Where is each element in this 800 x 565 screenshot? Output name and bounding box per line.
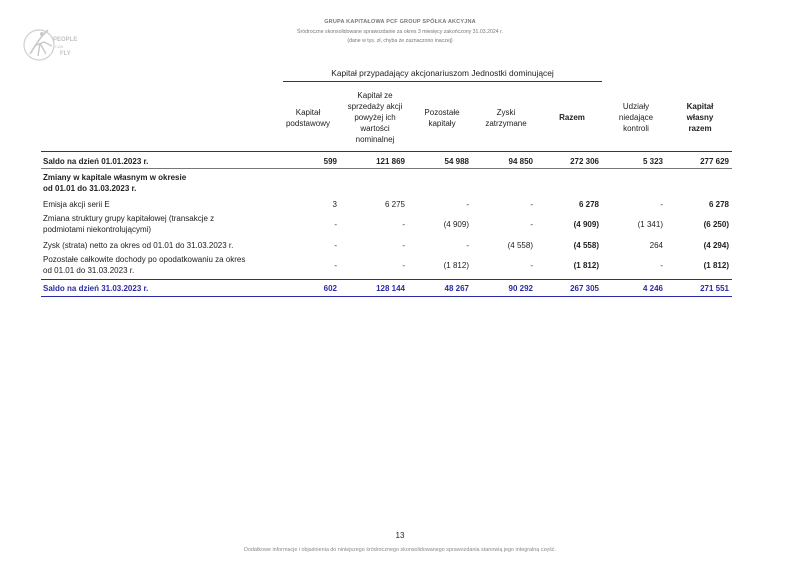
column-header-equity-total: Kapitał własny razem [686, 102, 714, 133]
people-can-fly-logo-icon [22, 24, 78, 68]
report-title: Śródroczne skonsolidowane sprawozdanie za okres 3 miesięcy zakończony 31.03.2024 r. [297, 29, 503, 35]
column-header-retained-earnings: Zyski zatrzymane [485, 108, 527, 128]
column-header-share-premium: Kapitał ze sprzedaży akcji powyżej ich wartości nominalnej [347, 91, 403, 144]
column-group-title: Kapitał przypadający akcjonariuszom Jednostki dominującej [283, 68, 602, 82]
closing-rule-top [41, 279, 732, 280]
footer-note: Dodatkowe informacje i objaśnienia do niniejszego śródrocznego skonsolidowanego sprawozdania stanowią jego integralną część. [244, 547, 556, 553]
company-name: GRUPA KAPITAŁOWA PCF GROUP SPÓŁKA AKCYJNA [324, 19, 476, 25]
svg-text:PEOPLE: PEOPLE [53, 37, 78, 43]
svg-text:CAN: CAN [55, 44, 64, 49]
column-header-total: Razem [559, 113, 585, 122]
column-header-non-controlling: Udziały niedające kontroli [618, 102, 654, 133]
units-note: (dane w tys. zł, chyba że zaznaczono inaczej) [347, 38, 453, 44]
closing-rule-bottom [41, 296, 732, 297]
company-logo [22, 24, 78, 68]
svg-text:FLY: FLY [60, 51, 71, 57]
header-rule [41, 151, 732, 152]
page-number: 13 [395, 531, 405, 540]
row-divider [41, 168, 732, 169]
column-header-other-capital: Pozostałe kapitały [424, 108, 460, 128]
column-header-share-capital: Kapitał podstawowy [285, 108, 331, 128]
